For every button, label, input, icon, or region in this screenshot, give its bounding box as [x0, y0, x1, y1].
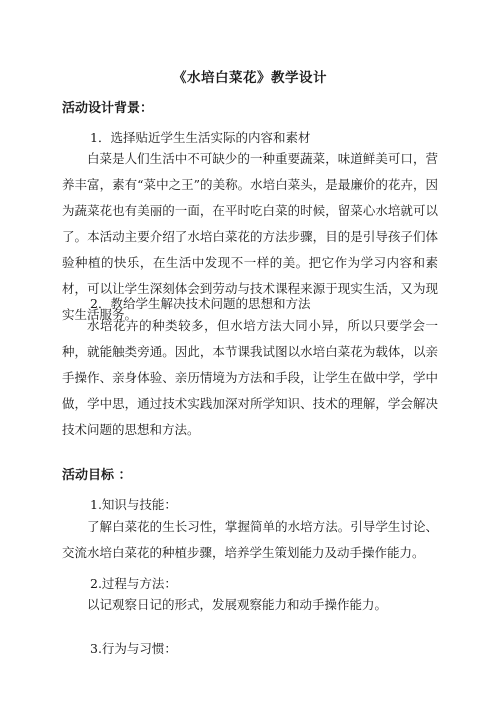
background-paragraph-1: 白菜是人们生活中不可缺少的一种重要蔬菜，味道鲜美可口，营养丰富，素有“菜中之王”的美称。水培白菜头，是最廉价的花卉，因为蔬菜花也有美丽的一面，在平时吃白菜的时候，留菜心水培就可以了。本活动主要介绍了水培白菜花的方法步骤，目的是引导孩子们体验种植的快乐，在生活中发现不一样的美。把它作为学习内容和素材，可以让学生深刻体会到劳动与技术课程来源于现实生活，又为现实生活服务。 [62, 151, 438, 322]
goal-1-label: 1.知识与技能： [90, 497, 177, 512]
goal-3-label: 3.行为与习惯： [90, 641, 177, 656]
section-heading-goals: 活动目标 ： [62, 468, 132, 483]
background-item-2: 2．教给学生解决技术问题的思想和方法 [90, 296, 311, 311]
goal-2-label: 2.过程与方法： [90, 576, 177, 591]
section-heading-background: 活动设计背景： [62, 101, 154, 116]
background-item-1: 1．选择贴近学生生活实际的内容和素材 [90, 130, 311, 145]
document-title: 《水培白菜花》教学设计 [173, 70, 327, 86]
background-paragraph-2: 水培花卉的种类较多，但水培方法大同小异，所以只要学会一种，就能触类旁通。因此，本节课我试图以水培白菜花为载体，以亲手操作、亲身体验、亲历情境为方法和手段，让学生在做中学，学中做，学中思，通过技术实践加深对所学知识、技术的理解，学会解决技术问题的思想和方法。 [62, 318, 438, 437]
goal-1-text: 了解白菜花的生长习性，掌握简单的水培方法。引导学生讨论、交流水培白菜花的种植步骤，培养学生策划能力及动手操作能力。 [62, 519, 438, 560]
goal-2-text: 以记观察日记的形式，发展观察能力和动手操作能力。 [87, 597, 388, 612]
